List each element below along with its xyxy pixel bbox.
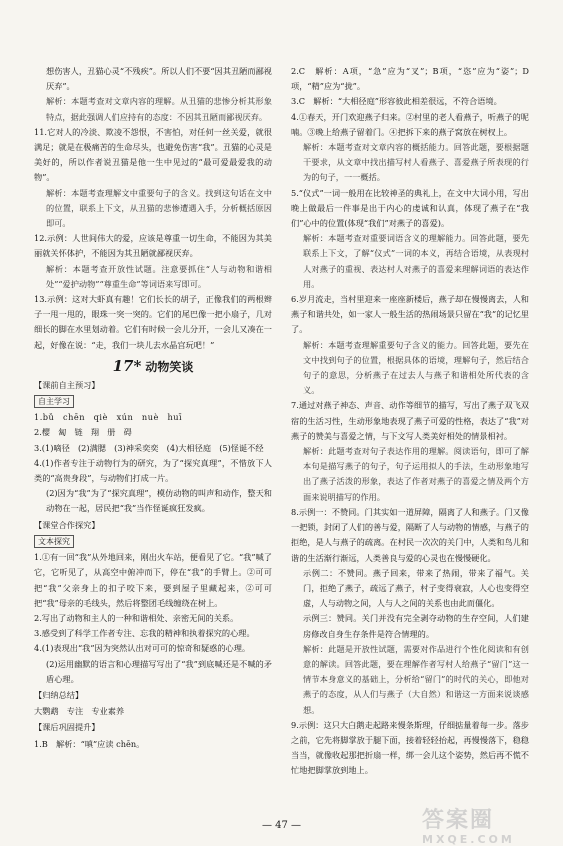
answer-paragraph: 4.(1)表现出“我”因为突然认出对可可的惊奇和疑惑的心理。	[34, 643, 251, 654]
answer-paragraph: 解析：本题考查对重要词语含义的理解能力。回答此题，要先联系上下文，了解“仪式”一词的本义，再结合语境，从表现村人对燕子的重视、表达村人对燕子的喜爱来理解词语的表达作用。	[303, 233, 529, 289]
left-column	[34, 64, 272, 752]
section-heading	[34, 534, 272, 549]
answer-paragraph: 解析：本题考查理解文中重要句子的含义。找到这句话在文中的位置，联系上下文，从丑猫的悲惨遭遇入手，分析概括原因即可。	[46, 187, 272, 229]
watermark-logo: 答案圈 MXQE.COM	[422, 808, 515, 846]
answer-paragraph: 4.①春天，开门欢迎燕子归来。②村里的老人看燕子，听燕子的呢喃。③晚上给燕子留着门。④把拆下来的燕子窝放在树杈上。	[291, 111, 529, 137]
answer-paragraph: 1.B 解析：“嗔”应读 chēn。	[34, 738, 145, 749]
answer-paragraph: 2.写出了动物和主人的一种和谐相处、亲密无间的关系。	[34, 612, 239, 623]
answer-paragraph: 12.示例：人世间伟大的爱，应该是尊重一切生命，不能因为其美丽就关怀体护，不能因为其丑陋就鄙视厌弃。	[34, 233, 272, 259]
lesson-number: 17*	[112, 356, 142, 375]
boxed-subheading: 自主学习	[34, 395, 74, 408]
answer-paragraph: 解析：本题考查对文章内容的理解。从丑猫的悲惨分析其形象特点，据此强调人们应持有的态度：不因其丑陋而鄙视厌弃。	[46, 96, 272, 122]
answer-paragraph: 1.bǔ chēn qiè xún nuè huī	[34, 412, 183, 423]
answer-paragraph: 2.C 解析：A项，“急”应为“叉”；B项，“恣”应为“姿”；D项，“精”应为“拢”。	[291, 66, 529, 92]
section-heading: 【归纳总结】	[34, 689, 84, 700]
answer-paragraph: 6.岁月流走，当村里迎来一座座新楼后，燕子却在慢慢离去，人和燕子和谐共处，如一家人一般生活的热闹场景只留在“我”的记忆里了。	[291, 294, 529, 335]
answer-paragraph: 1.①有一回“我”从外地回来，刚出火车站，便看见了它。“我”喊了它，它听见了，从高空中俯冲而下，停在“我”的手臂上。②可可把“我”父亲身上的扣子咬下来，要到屋子里藏起来，②可可把“我”母亲的毛线头，然后将整团毛线缠绕在树上。	[34, 552, 272, 608]
answer-paragraph: 想伤害人，丑猫心灵“不残疾”。所以人们不要“因其丑陋而鄙视厌弃”。	[46, 66, 272, 92]
answer-paragraph: 3.C 解析：“大相径庭”形容彼此相差很远，不符合语境。	[291, 96, 502, 107]
answer-paragraph: 解析：此题考查对句子表达作用的理解。阅读语句，即可了解本句是描写燕子的句子，句子运用拟人的手法，生动形象地写出了燕子活泼的形象，表达了作者对燕子的喜爱之情及两个方面来说明描写的作用。	[303, 446, 529, 502]
section-heading: 【课后巩固提升】	[34, 722, 100, 733]
section-heading: 【课堂合作探究】	[34, 519, 100, 530]
answer-paragraph: 示例三：赞同。关门并没有完全剥夺动物的生存空间，人们建房修改自身生存条件是符合情理的。	[303, 613, 529, 639]
answer-paragraph: 解析：本题考查对文章内容的概括能力。回答此题，要根据题干要求，从文章中找出描写村人看燕子、喜爱燕子所表现的行为的句子，一一概括。	[303, 142, 529, 183]
answer-paragraph: 7.通过对燕子神态、声音、动作等细节的描写，写出了燕子双飞双宿的生活习性，生动形象地表现了燕子可爱的性格，表达了“我”对燕子的赞美与喜爱之情，与下文写人类美好相处的情景相衬。	[291, 400, 529, 441]
answer-paragraph: 解析：本题考查理解重要句子含义的能力。回答此题，要先在文中找到句子的位置，根据具体的语境，理解句子，然后结合句子的意思，分析燕子在过去人与燕子和谐相处所代表的含义。	[303, 339, 529, 396]
answer-paragraph: 11.它对人的冷淡、欺凌不怨恨，不害怕，对任何一丝关爱，就很满足；就是在极痛苦的生命尽头，也避免伤害“我”。丑猫的心灵是美好的，所以作者说丑猫是他一生中见过的“最可爱最爱我的动物”。	[34, 126, 272, 183]
lesson-title	[34, 357, 272, 376]
answer-paragraph: 大鹦鹉 专注 专业素养	[34, 706, 125, 717]
page-number: — 47 —	[0, 820, 563, 831]
lesson-title-text: 动物笑谈	[145, 359, 194, 374]
answer-paragraph: 4.(1)作者专注于动物行为的研究，为了“探究真理”，不惜放下人类的“高贵身段”，与动物们打成一片。	[34, 457, 272, 484]
answer-paragraph: (2)因为“我”为了“探究真理”，模仿动物的叫声和动作，整天和动物在一起，居民把“我”当作怪诞疯狂发疯。	[46, 488, 272, 514]
boxed-subheading: 文本探究	[34, 535, 74, 548]
answer-paragraph: 13.示例：这对大虾真有趣！它们长长的胡子，正像我们的两根辫子一甩一甩的，眼珠一突一突的。它们的尾巴像一把小扇子，几对细长的脚在水里划动着。它们有时候一会儿分开，一会儿又凑在一起，好像在说：“走，我们一块儿去水晶宫玩吧！”	[34, 294, 272, 350]
answer-paragraph: 9.示例：这只大白鹅走起路来慢条斯理，仔细掂量着每一步。落步之前，它先将脚掌放于腿下面，接着轻轻抬起，再慢慢落下，稳稳当当，就像收起那把折扇一样，绑一会儿这个姿势，然后再不慌不忙地把脚掌放到地上。	[291, 719, 529, 776]
answer-paragraph: 5.“仪式”一词一般用在比较神圣的典礼上，在文中大词小用，写出晚上做最后一件事是出于内心的虔诚和认真，体现了燕子在“我们”心中的位置(体现“我们”对燕子的喜爱)。	[291, 187, 529, 229]
answer-paragraph: 3.感受到了科学工作者专注、忘我的精神和执着探究的心理。	[34, 628, 255, 639]
answer-paragraph: 解析：本题考查开放性试题。注意要抓住“人与动物和谐相处”“爱护动物”“尊重生命”等词语来写即可。	[46, 263, 272, 289]
answer-paragraph: 2.樱 匐 链 翔 册 碍	[34, 427, 132, 438]
answer-paragraph: 3.(1)嘀径 (2)满腮 (3)神采奕奕 (4)大相径庭 (5)怪诞不经	[34, 442, 264, 453]
answer-paragraph: 解析：此题是开放性试题，需要对作品进行个性化阅读和有创意的解读。回答此题，要在理解作者写村人给燕子“留门”这一情节本身意义的基础上，分析给“留门”的时代的关心，即他对燕子的态度，从人们与燕子（大自然）和谐这一方面来说谈感想。	[303, 643, 529, 715]
right-column	[291, 64, 529, 779]
answer-paragraph: 示例二：不赞同。燕子回来，带来了热闹，带来了福气。关门，拒绝了燕子，疏远了燕子，村子变得衰寂，人心也变得空虚，人与动物之间，人与人之间的关系也由此而僵化。	[303, 567, 529, 609]
section-heading: 【课前自主预习】	[34, 379, 100, 390]
answer-paragraph: 8.示例一：不赞同。门其实如一道屏障，隔离了人和燕子。门又像一把锁，封闭了人们的善与爱，隔断了人与动物的情感，与燕子的拒绝，是人与燕子的疏离。在村民一次次的关门中，人类和鸟儿和谐的生活渐行渐远，人类善良与爱的心灵也在慢慢硬化。	[291, 506, 529, 563]
answer-paragraph: (2)运用幽默的语言和心理描写写出了“我”到底喊还是不喊的矛盾心理。	[46, 658, 272, 684]
section-heading	[34, 394, 272, 409]
